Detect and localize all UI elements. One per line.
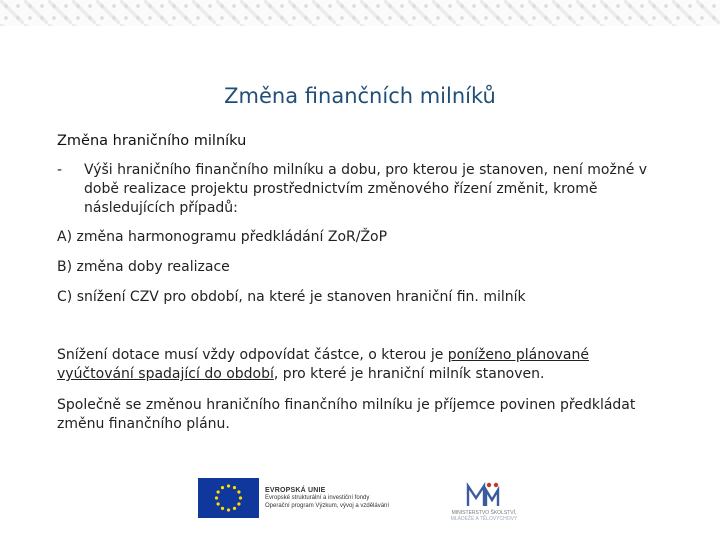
msmt-line-1: MINISTERSTVO ŠKOLSTVÍ,: [451, 510, 517, 516]
slide-subtitle: Změna hraničního milníku: [57, 133, 247, 149]
bullet-text: Výši hraničního finančního milníku a dobu, pro kterou je stanoven, není možné v době realizace projektu prostřednictvím změnového řízení změnit, kromě následujících případů:: [84, 162, 648, 216]
eu-logo-block: [198, 478, 389, 518]
slide-title: Změna finančních milníků: [224, 84, 496, 108]
msmt-line-2: MLÁDEŽE A TĚLOVÝCHOVY: [450, 516, 518, 522]
bullet-item: [57, 161, 677, 218]
decorative-header-pattern: [0, 0, 720, 26]
eu-logo-text: [265, 487, 389, 510]
bullet-dash: -: [57, 162, 63, 178]
eu-flag-icon: [198, 478, 259, 518]
eu-line-2: Operační program Výzkum, vývoj a vzdělávání: [265, 502, 390, 509]
paragraph-zmena-planu: Společně se změnou hraničního finančního milníku je příjemce povinen předkládat změnu finančního plánu.: [57, 397, 636, 432]
eu-line-1: Evropské strukturální a investiční fondy: [265, 494, 370, 501]
paragraph-dotace-part2: , pro které je hraniční milník stanoven.: [273, 366, 545, 382]
item-a: A) změna harmonogramu předkládání ZoR/ŽoP: [57, 229, 388, 245]
item-c: C) snížení CZV pro období, na které je stanoven hraniční fin. milník: [57, 289, 526, 305]
paragraph-dotace-underlined: poníženo plánované vyúčtování spadající do období: [57, 347, 589, 382]
msmt-logo-icon: [464, 480, 504, 510]
msmt-logo-block: [444, 480, 524, 522]
paragraph-dotace: [57, 346, 657, 384]
paragraph-dotace-part1: Snížení dotace musí vždy odpovídat částce, o kterou je: [57, 347, 448, 363]
item-b: B) změna doby realizace: [57, 259, 230, 275]
eu-title: EVROPSKÁ UNIE: [265, 486, 326, 494]
